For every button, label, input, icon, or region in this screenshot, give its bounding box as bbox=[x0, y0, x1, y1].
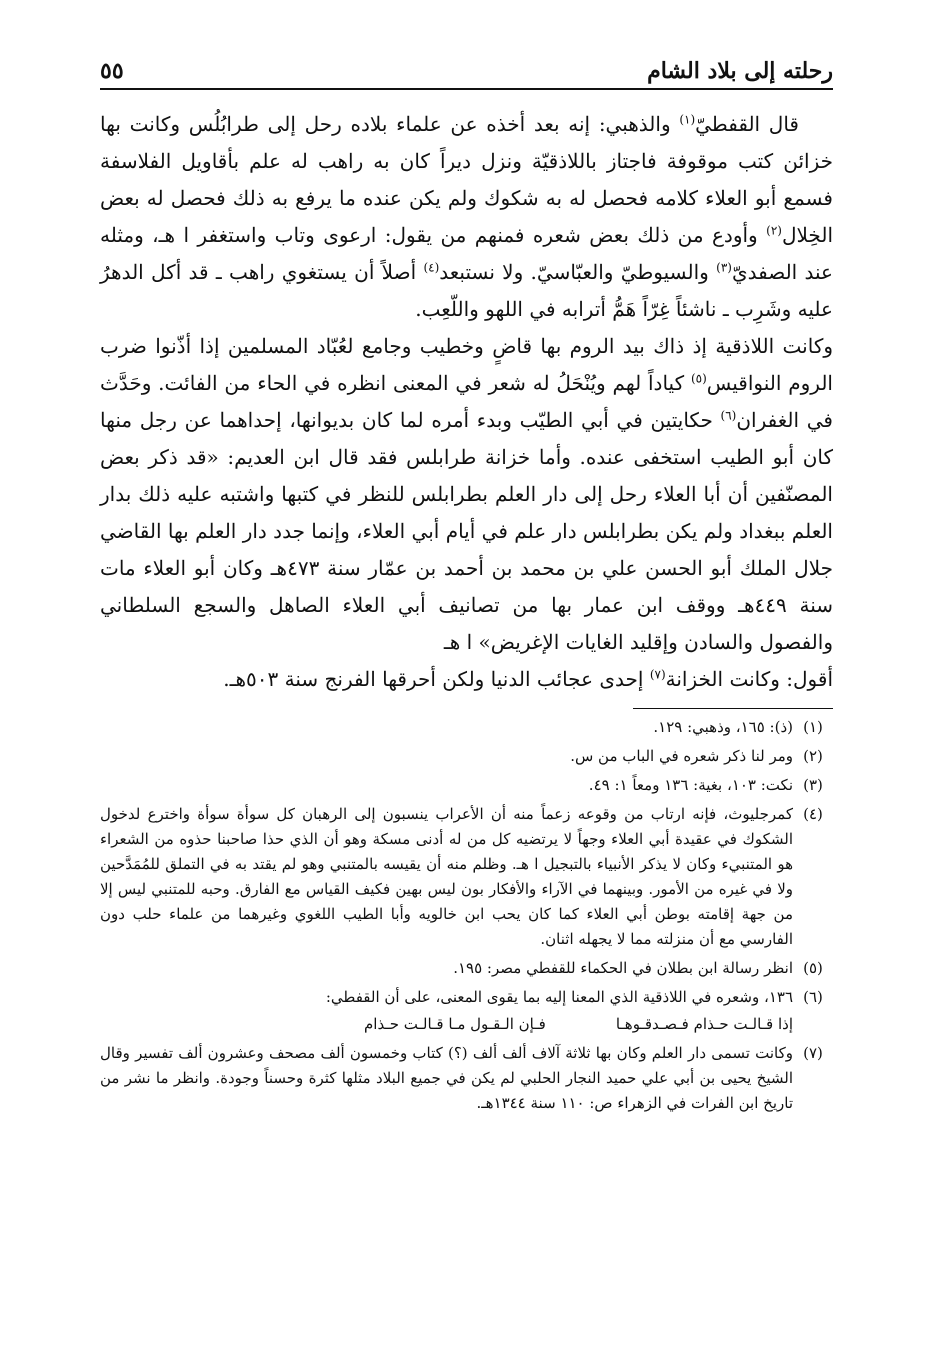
footnote-ref-1[interactable]: (١) bbox=[679, 112, 696, 127]
footnote-text: ١٣٦، وشعره في اللاذقية الذي المعنا إليه بما يقوى المعنى، على أن القفطي: bbox=[325, 988, 793, 1006]
footnote-number: (٤) bbox=[803, 805, 823, 823]
footnote-3 bbox=[100, 773, 833, 798]
footnote-ref-4[interactable]: (٤) bbox=[423, 260, 440, 275]
footnote-5 bbox=[100, 956, 833, 981]
footnote-separator bbox=[633, 708, 833, 709]
footnote-text: انظر رسالة ابن بطلان في الحكماء للقفطي مصر: ١٩٥. bbox=[453, 959, 793, 977]
footnote-ref-2[interactable]: (٢) bbox=[766, 223, 782, 238]
footnote-body bbox=[100, 985, 793, 1037]
footnote-text: (ذ): ١٦٥، وذهبي: ١٢٩. bbox=[653, 718, 793, 736]
footnote-ref-3[interactable]: (٣) bbox=[716, 260, 732, 275]
footnote-ref-5[interactable]: (٥) bbox=[690, 371, 707, 386]
footnote-ref-7[interactable]: (٧) bbox=[649, 667, 666, 682]
footnote-text: نكت: ١٠٣، بغية: ١٣٦ ومعاً ١: ٤٩. bbox=[588, 776, 793, 794]
paragraph-2: وكانت اللاذقية إذ ذاك بيد الروم بها قاضٍ وخطيب وجامع لعُبّاد المسلمين إذا أذّنوا ضرب الروم النواقيس$^{(٥)}$ كياداً لهم ويُنْحَلُ له شعر في المعنى انظره في الحاء من الفائت. وحَدَّث في الغفران$^{(٦)}$ حكايتين في أبي الطيّب وبدء أمره لما كان بديوانها، إحداهما عن رجل منها كان أبو الطيب استخفى عنده. وأما خزانة طرابلس فقد قال ابن العديم: «قد ذكر بعض المصنّفين أن أبا العلاء رحل إلى دار العلم بطرابلس للنظر في كتبها واشتبه عليه ذلك بدار العلم ببغداد ولم يكن بطرابلس دار علم في أيام أبي العلاء، وإنما جدد دار العلم بها القاضي جلال الملك أبو الحسن علي بن محمد بن أحمد بن عمّار سنة ٤٧٣هـ وكان أبو العلاء مات سنة ٤٤٩هـ ووقف ابن عمار بها من تصانيف أبي العلاء الصاهل والسجع السلطاني والفصول والسادن وإقليد الغايات الإغريض» ا هـ bbox=[100, 334, 833, 654]
footnote-number: (١) bbox=[803, 718, 823, 736]
footnote-number: (٢) bbox=[803, 747, 823, 765]
verse-first-hemistich: إذا قـالـت حـذام فـصـدقـوهـا bbox=[615, 1015, 793, 1033]
footnote-1 bbox=[100, 715, 833, 740]
footnote-text: ومر لنا ذكر شعره في الباب من س. bbox=[570, 747, 793, 765]
footnote-text: كمرجليوث، فإنه ارتاب من وقوعه زعماً منه أن الأعراب ينسبون إلى الرهبان كل سوأة سوأة واخترع لدخول الشكوك في عقيدة أبي العلاء وجهاً لا يرتضيه كل من له أدنى مسكة وهو أن الذي حذا صاحبنا حذوه من الشعراء هو المتنبيء وكان لا يذكر الأنبياء بالتبجيل ا هـ. وظلم منه أن يقيسه بالمتنبي وهو لم يقتد به في التملق للمُمَدَّحين ولا في غيره من الأمور. وبينهما في الآراء والأفكار بون ليس بهين فكيف القياس مع الفارق. وحبه للمتنبي ليس إلا من جهة إقامته بوطن أبي العلاء كما كان يحب ابن خالويه وأبا الطيب اللغوي وغيرهما من علماء حلب دون الفارسي مع أن منزلته مما لا يجهله اثنان. bbox=[100, 805, 793, 948]
footnote-text: وكانت تسمى دار العلم وكان بها ثلاثة آلاف ألف ألف (؟) كتاب وخمسون ألف مصحف وعشرون ألف تفسير وقال الشيخ يحيى بن أبي علي حميد النجار الحلبي لم يكن في جميع البلاد مثلها كثرة وحسناً وجودة. وانظر ما نشر من تاريخ ابن الفرات في الزهراء ص: ١١٠ سنة ١٣٤٤هـ. bbox=[100, 1044, 793, 1112]
paragraph-3: أقول: وكانت الخزانة$^{(٧)}$ إحدى عجائب الدنيا ولكن أحرقها الفرنج سنة ٥٠٣هـ. bbox=[223, 667, 833, 691]
main-text bbox=[100, 106, 833, 698]
footnote-2 bbox=[100, 744, 833, 769]
footnote-7 bbox=[100, 1041, 833, 1116]
chapter-title: رحلته إلى بلاد الشام bbox=[647, 58, 833, 84]
book-page bbox=[100, 48, 833, 1344]
footnote-number: (٦) bbox=[803, 988, 823, 1006]
running-header bbox=[100, 48, 833, 90]
footnote-number: (٣) bbox=[803, 776, 823, 794]
footnote-4 bbox=[100, 802, 833, 952]
page-number: ٥٥ bbox=[100, 58, 124, 84]
footnote-6 bbox=[100, 985, 833, 1037]
paragraph-1: قال القفطيّ$^{(١)}$ والذهبي: إنه بعد أخذه عن علماء بلاده رحل إلى طرابُلُس وكانت بها خزائن كتب موقوفة فاجتاز باللاذقيّة ونزل ديراً كان به راهب له علم بأقاويل الفلاسفة فسمع أبو العلاء كلامه فحصل له به شكوك ولم يكن عنده ما يرفع به ذلك فحصل له بعض الخِلال$^{(٢)}$ وأودع من ذلك بعض شعره فمنهم من يقول: ارعوى وتاب واستغفر ا هـ، ومثله عند الصفديّ$^{(٣)}$ والسيوطيّ والعبّاسيّ. ولا نستبعد$^{(٤)}$ أصلاً أن يستغوي راهب ـ قد أكل الدهرُ عليه وشَرِب ـ ناشئاً غِرّاً هَمُّ أترابه في اللهو واللّعِب. bbox=[100, 112, 833, 321]
footnote-number: (٥) bbox=[803, 959, 823, 977]
footnote-number: (٧) bbox=[803, 1044, 823, 1062]
footnotes bbox=[100, 715, 833, 1116]
footnote-ref-6[interactable]: (٦) bbox=[720, 408, 737, 423]
poetry-verse bbox=[100, 1012, 793, 1037]
verse-second-hemistich: فـإن الـقـول مـا قـالـت حـذام bbox=[364, 1015, 546, 1033]
